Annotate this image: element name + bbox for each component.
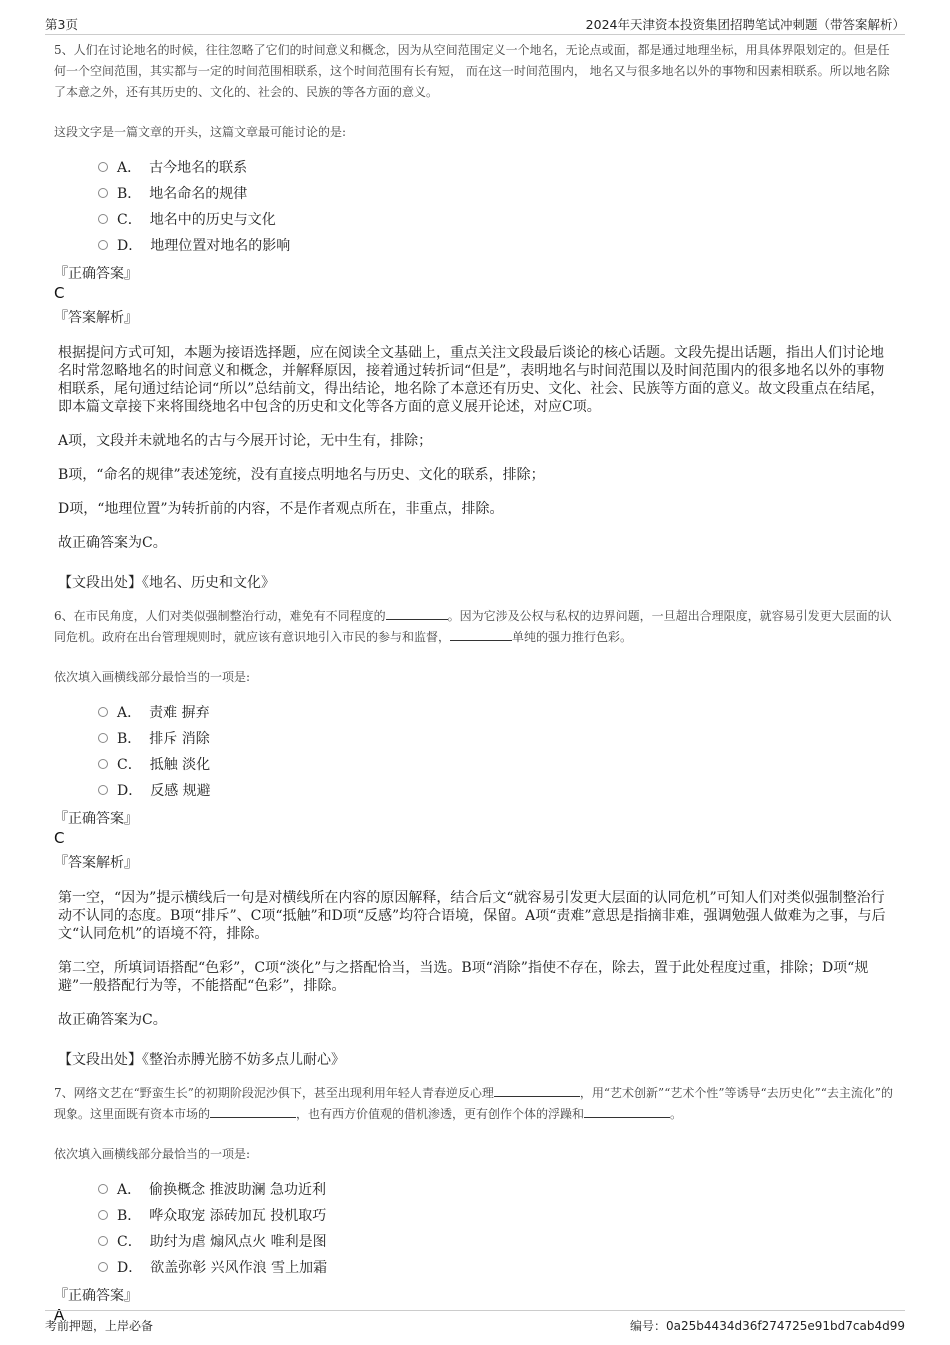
option-b[interactable]: B． 排斥 消除	[98, 725, 896, 751]
radio-icon[interactable]	[98, 214, 108, 224]
option-c[interactable]: C． 抵触 淡化	[98, 751, 896, 777]
radio-icon[interactable]	[98, 1210, 108, 1220]
options-list	[98, 1176, 896, 1280]
option-d[interactable]: D． 反感 规避	[98, 777, 896, 803]
radio-icon[interactable]	[98, 188, 108, 198]
analysis-paragraph: 故正确答案为C。	[58, 1012, 167, 1028]
option-c[interactable]: C． 地名中的历史与文化	[98, 206, 896, 232]
fill-blank	[450, 628, 512, 641]
radio-icon[interactable]	[98, 785, 108, 795]
fill-blank	[386, 607, 448, 620]
option-a[interactable]: A． 古今地名的联系	[98, 154, 896, 180]
radio-icon[interactable]	[98, 240, 108, 250]
question-text: 7、网络文艺在“野蛮生长”的初期阶段泥沙俱下，甚至出现利用年轻人青春逆反心理 ，用“艺术创新”“艺术个性”等诱导“去历史化”“去主流化”的现象。这里面既有资本市场的 ，也有西方价值观的借机渗透，更有创作个体的浮躁和 。	[54, 1086, 894, 1121]
radio-icon[interactable]	[98, 759, 108, 769]
analysis-label: 『答案解析』	[54, 855, 138, 871]
option-a[interactable]: A． 责难 摒弃	[98, 699, 896, 725]
option-a[interactable]: A． 偷换概念 推波助澜 急功近利	[98, 1176, 896, 1202]
fill-blank	[210, 1105, 296, 1118]
option-d[interactable]: D． 地理位置对地名的影响	[98, 232, 896, 258]
question-6	[54, 606, 896, 1069]
document-title: 2024年天津资本投资集团招聘笔试冲刺题（带答案解析）	[585, 17, 905, 32]
analysis-paragraph: 故正确答案为C。	[58, 535, 167, 551]
analysis-paragraph: D项，“地理位置”为转折前的内容，不是作者观点所在，非重点，排除。	[58, 501, 504, 517]
options-list	[98, 154, 896, 258]
analysis-label: 『答案解析』	[54, 310, 138, 326]
answer-value: C	[54, 829, 65, 847]
question-5	[54, 40, 896, 592]
radio-icon[interactable]	[98, 162, 108, 172]
page-footer	[45, 1310, 905, 1335]
radio-icon[interactable]	[98, 707, 108, 717]
option-b[interactable]: B． 哗众取宠 添砖加瓦 投机取巧	[98, 1202, 896, 1228]
option-d[interactable]: D． 欲盖弥彰 兴风作浪 雪上加霜	[98, 1254, 896, 1280]
analysis-paragraph: 根据提问方式可知，本题为接语选择题，应在阅读全文基础上，重点关注文段最后谈论的核心话题。文段先提出话题，指出人们讨论地名时常忽略地名的时间意义和概念，并解释原因，接着通过转折词“但是”，表明地名与时间范围以及时间范围内的很多地名以外的事物相联系，尾句通过结论词“所以”总结前文，得出结论，地名除了本意还有历史、文化、社会、民族等方面的意义。故文段重点在结尾，即本篇文章接下来将围绕地名中包含的历史和文化等各方面的意义展开论述，对应C项。	[58, 345, 885, 415]
question-prompt: 这段文字是一篇文章的开头，这篇文章最可能讨论的是:	[54, 125, 347, 139]
footer-slogan: 考前押题，上岸必备	[45, 1319, 154, 1333]
document-body	[54, 40, 896, 1324]
question-prompt: 依次填入画横线部分最恰当的一项是:	[54, 1147, 251, 1161]
analysis-paragraph: 第二空，所填词语搭配“色彩”，C项“淡化”与之搭配恰当，当选。B项“消除”指使不存在，除去，置于此处程度过重，排除；D项“规避”一般搭配行为等，不能搭配“色彩”，排除。	[58, 960, 869, 994]
question-text: 5、人们在讨论地名的时候，往往忽略了它们的时间意义和概念，因为从空间范围定义一个地名，无论点或面，都是通过地理坐标，用具体界限划定的。但是任何一个空间范围，其实都与一定的时间范围相联系，这个时间范围有长有短， 而在这一时间范围内， 地名又与很多地名以外的事物和因素相联系。所以地名除了本意之外，还有其历史的、文化的、社会的、民族的等各方面的意义。	[54, 43, 890, 99]
document-id: 编号：0a25b4434d36f274725e91bd7cab4d99	[630, 1319, 905, 1333]
question-text: 6、在市民角度，人们对类似强制整治行动，难免有不同程度的 。因为它涉及公权与私权的边界问题，一旦超出合理限度，就容易引发更大层面的认同危机。政府在出台管理规则时，就应该有意识地引入市民的参与和监督， 单纯的强力推行色彩。	[54, 609, 892, 644]
page-number: 第3页	[45, 17, 78, 32]
analysis-paragraph: B项，“命名的规律”表述笼统，没有直接点明地名与历史、文化的联系，排除；	[58, 467, 545, 483]
fill-blank	[584, 1105, 670, 1118]
radio-icon[interactable]	[98, 1236, 108, 1246]
analysis-paragraph: 第一空，“因为”提示横线后一句是对横线所在内容的原因解释，结合后文“就容易引发更大层面的认同危机”可知人们对类似强制整治行动不认同的态度。B项“排斥”、C项“抵触”和D项“反感”均符合语境，保留。A项“责难”意思是指摘非难，强调勉强人做难为之事，与后文“认同危机”的语境不符，排除。	[58, 890, 886, 942]
source-citation: 【文段出处】《地名、历史和文化》	[58, 575, 275, 591]
source-citation: 【文段出处】《整治赤膊光膀不妨多点儿耐心》	[58, 1052, 345, 1068]
analysis-paragraph: A项，文段并未就地名的古与今展开讨论，无中生有，排除；	[58, 433, 433, 449]
answer-label: 『正确答案』	[54, 811, 138, 827]
radio-icon[interactable]	[98, 733, 108, 743]
answer-value: C	[54, 284, 65, 302]
question-7	[54, 1083, 896, 1324]
options-list	[98, 699, 896, 803]
option-c[interactable]: C． 助纣为虐 煽风点火 唯利是图	[98, 1228, 896, 1254]
option-b[interactable]: B． 地名命名的规律	[98, 180, 896, 206]
page-header	[45, 12, 905, 35]
answer-label: 『正确答案』	[54, 1288, 138, 1304]
radio-icon[interactable]	[98, 1184, 108, 1194]
question-prompt: 依次填入画横线部分最恰当的一项是:	[54, 670, 251, 684]
answer-value: A	[54, 1306, 65, 1324]
answer-label: 『正确答案』	[54, 266, 138, 282]
radio-icon[interactable]	[98, 1262, 108, 1272]
fill-blank	[494, 1084, 580, 1097]
